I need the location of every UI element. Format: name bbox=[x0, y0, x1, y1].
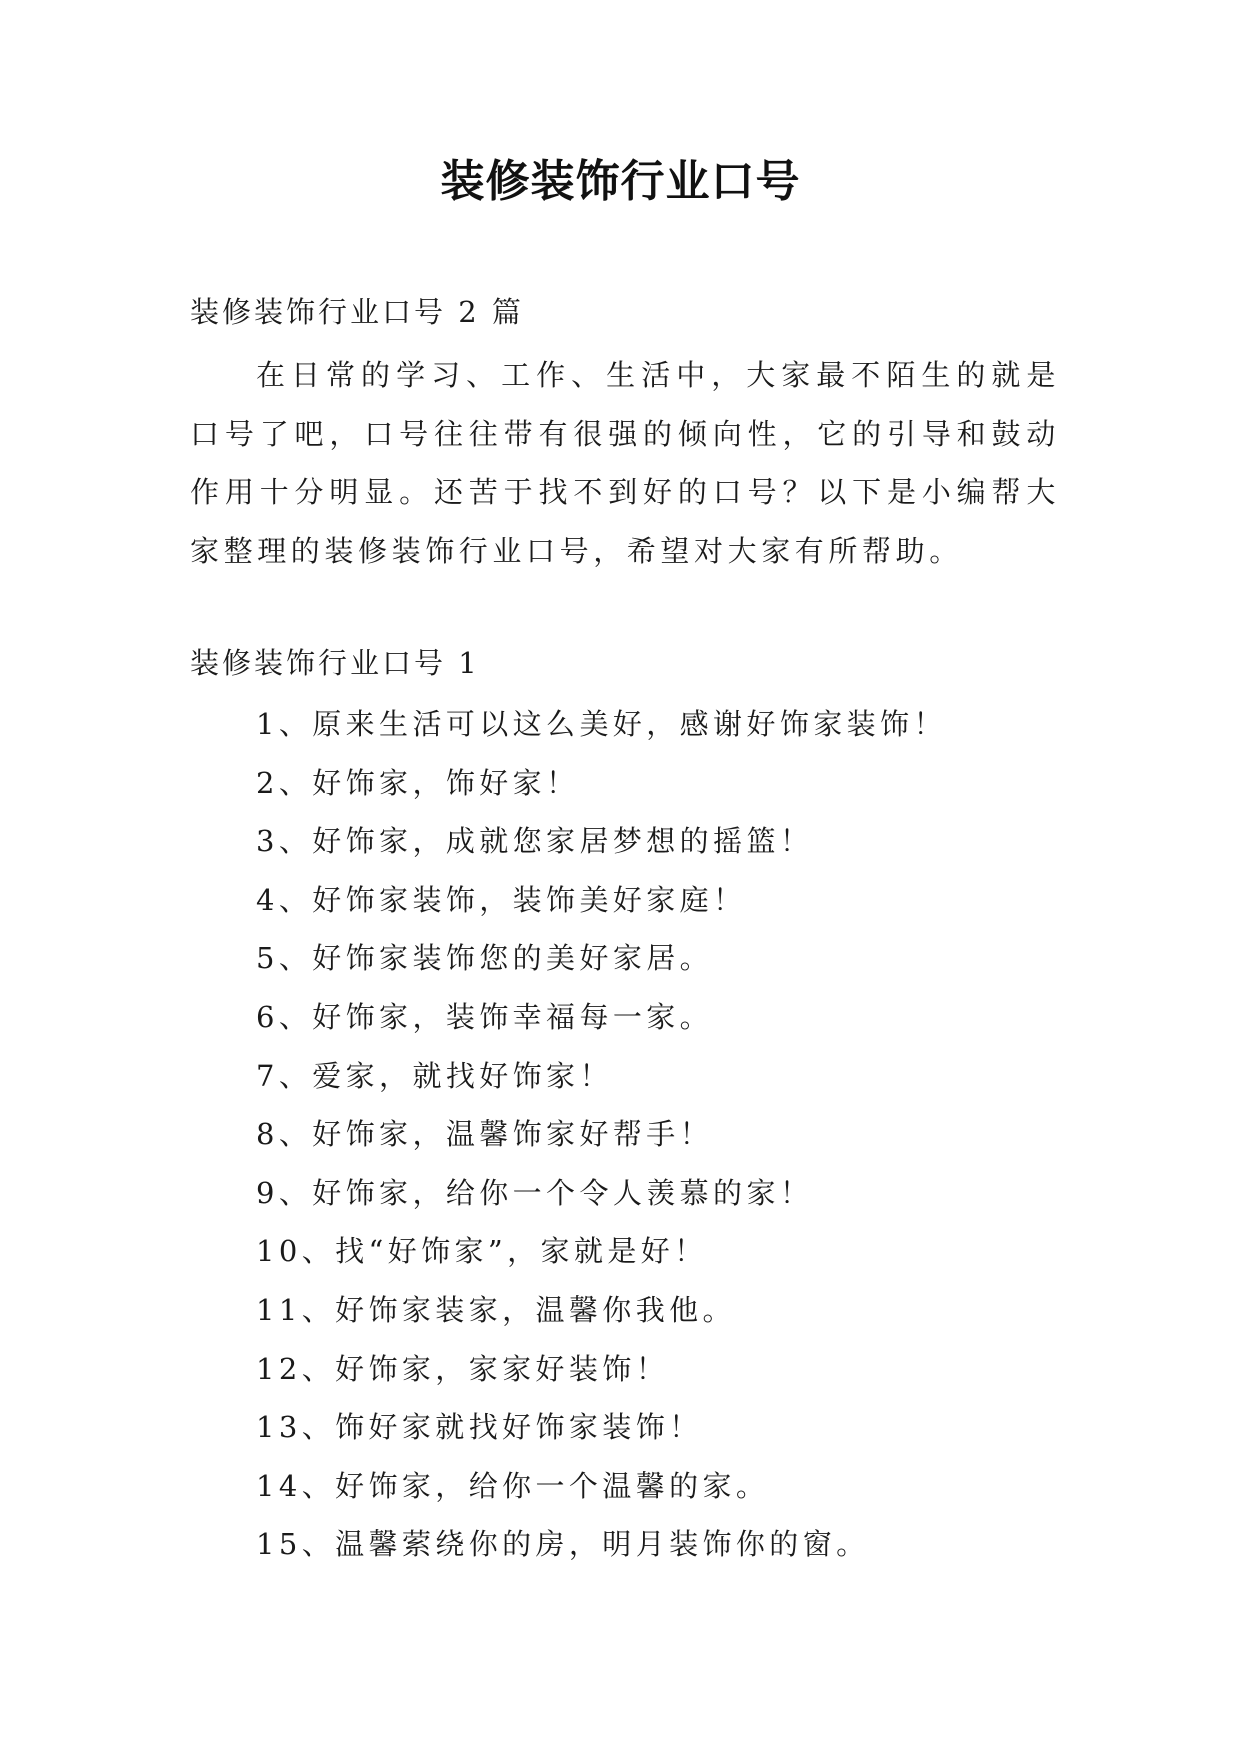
slogan-item: 11、好饰家装家，温馨你我他。 bbox=[256, 1292, 736, 1327]
slogan-item: 6、好饰家，装饰幸福每一家。 bbox=[256, 999, 714, 1034]
slogan-item: 7、爱家，就找好饰家！ bbox=[256, 1058, 613, 1093]
slogan-item: 3、好饰家，成就您家居梦想的摇篮！ bbox=[256, 824, 814, 859]
slogan-item: 2、好饰家，饰好家！ bbox=[256, 765, 580, 800]
slogan-item: 12、好饰家，家家好装饰！ bbox=[256, 1351, 670, 1386]
slogan-item: 13、饰好家就找好饰家装饰！ bbox=[256, 1410, 703, 1445]
slogan-item: 4、好饰家装饰，装饰美好家庭！ bbox=[256, 882, 747, 917]
slogan-item: 5、好饰家装饰您的美好家居。 bbox=[256, 941, 714, 976]
slogan-item: 15、温馨萦绕你的房，明月装饰你的窗。 bbox=[256, 1527, 870, 1562]
slogan-item: 10、找“好饰家”，家就是好！ bbox=[256, 1234, 708, 1269]
slogan-item: 14、好饰家，给你一个温馨的家。 bbox=[256, 1468, 770, 1503]
slogan-item: 1、原来生活可以这么美好，感谢好饰家装饰！ bbox=[256, 707, 947, 741]
document-title: 装修装饰行业口号 bbox=[440, 156, 801, 207]
section-heading: 装修装饰行业口号 1 bbox=[190, 646, 480, 680]
document-subtitle: 装修装饰行业口号 2 篇 bbox=[190, 295, 524, 329]
intro-paragraph: 在日常的学习、工作、生活中，大家最不陌生的就是口号了吧，口号往往带有很强的倾向性，它的引导和鼓动作用十分明显。还苦于找不到好的口号？以下是小编帮大家整理的装修装饰行业口号，希望对大家有所帮助。 bbox=[190, 358, 1060, 568]
slogan-list bbox=[256, 695, 947, 1574]
slogan-item: 9、好饰家，给你一个令人羡慕的家！ bbox=[256, 1175, 814, 1210]
slogan-item: 8、好饰家，温馨饰家好帮手！ bbox=[256, 1117, 714, 1152]
